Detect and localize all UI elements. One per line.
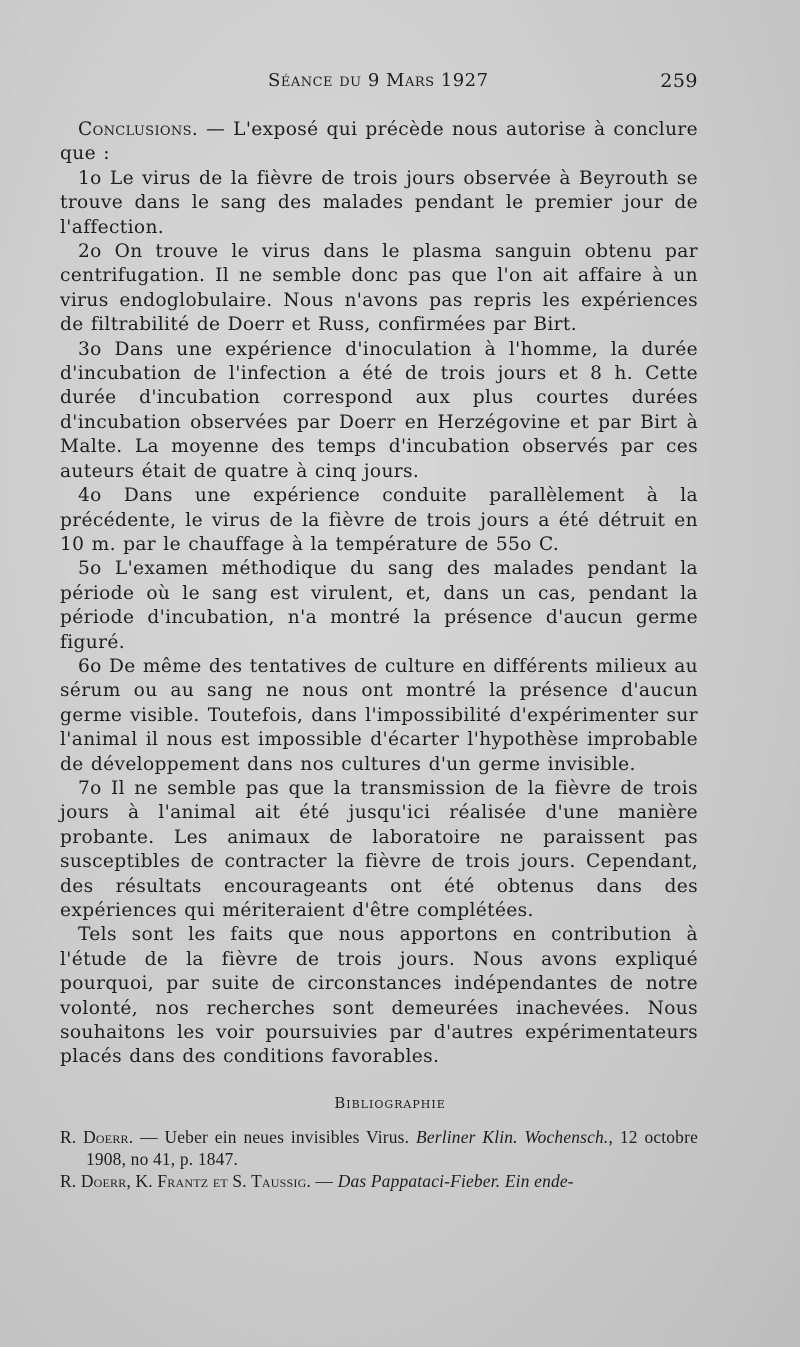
conclusions-intro [60,118,698,167]
page-number: 259 [660,70,698,92]
bibliography-entry [60,1126,698,1170]
ref-journal: Berliner Klin. Wochensch. [416,1126,609,1147]
conclusion-item-4: 4o Dans une expérience conduite parallèlement à la précédente, le virus de la fièvre de trois jours a été détruit en 10 m. par le chauffage à la température de 55o C. [60,485,698,555]
conclusion-item-3: 3o Dans une expérience d'inoculation à l'homme, la durée d'incubation de l'infection a été de trois jours et 8 h. Cette durée d'incubation correspond aux plus courtes durées d'incubation observées par Doerr en Herzégovine et par Birt à Malte. La moyenne des temps d'incubation observés par ces auteurs était de quatre à cinq jours. [60,338,698,482]
conclusions-section [60,118,698,1070]
running-title: Séance du 9 Mars 1927 [268,70,489,91]
bibliography-entry [60,1170,698,1192]
bibliography-heading: Bibliographie [334,1093,446,1112]
ref-title: — [311,1170,338,1191]
closing-paragraph: Tels sont les faits que nous apportons en contribution à l'étude de la fièvre de trois jours. Nous avons expliqué pourquoi, par suite de circonstances indépendantes de notre volonté, nos recherches sont demeurées inachevées. Nous souhaitons les voir poursuivies par d'autres expérimentateurs placés dans des conditions favorables. [60,924,698,1068]
ref-journal: Das Pappataci-Fieber. Ein ende- [337,1170,574,1191]
conclusions-heading: Conclusions. [78,119,199,140]
conclusion-item-5: 5o L'examen méthodique du sang des malades pendant la période où le sang est virulent, et, dans un cas, pendant la période d'incubation, n'a montré la présence d'aucun germe figuré. [60,558,698,653]
ref-authors: R. Doerr, K. Frantz et S. Taussig. [60,1170,311,1191]
conclusion-item-1: 1o Le virus de la fièvre de trois jours observée à Beyrouth se trouve dans le sang des malades pendant le premier jour de l'affection. [60,167,698,238]
conclusion-item-6: 6o De même des tentatives de culture en différents milieux au sérum ou au sang ne nous ont montré la présence d'aucun germe visible. Toutefois, dans l'impossibilité d'expérimenter sur l'animal il nous est impossible d'écarter l'hypothèse improbable de développement dans nos cultures d'un germe invisible. [60,655,698,775]
ref-details: , 12 octobre 1908, no 41, p. 1847. [86,1126,698,1169]
conclusions-intro-text: — L'exposé qui précède nous autorise à conclure que : [60,119,698,165]
book-page [60,70,698,1192]
running-head [60,70,698,100]
bibliography-list [60,1126,698,1192]
ref-title: — Ueber ein neues invisibles Virus. [133,1126,417,1147]
conclusion-item-7: 7o Il ne semble pas que la transmission de la fièvre de trois jours à l'animal ait été jusqu'ici réalisée d'une manière probante. Les animaux de laboratoire ne paraissent pas susceptibles de contracter la fièvre de trois jours. Cependant, des résultats encourageants ont été obtenus dans des expériences qui mériteraient d'être complétées. [60,777,698,921]
conclusion-item-2: 2o On trouve le virus dans le plasma sanguin obtenu par centrifugation. Il ne semble donc pas que l'on ait affaire à un virus endoglobulaire. Nous n'avons pas repris les expériences de filtrabilité de Doerr et Russ, confirmées par Birt. [60,241,698,336]
ref-authors: R. Doerr. [60,1126,134,1147]
